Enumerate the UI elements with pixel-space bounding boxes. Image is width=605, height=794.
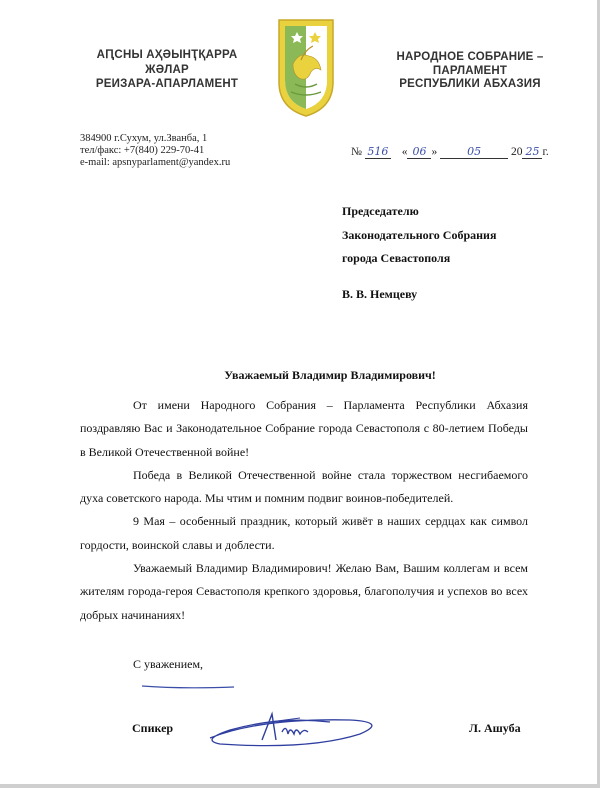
quote-open: « — [401, 146, 408, 158]
header-left-line: АԤСНЫ АҲӘЫНҬҚАРРА — [96, 49, 238, 61]
signer-name: Л. Ашуба — [469, 721, 521, 735]
letter-paragraph: 9 Мая – особенный праздник, который живёт в наших сердцах как символ гордости, воинской славы и доблести. — [80, 514, 528, 552]
coat-of-arms-icon — [275, 16, 337, 118]
number-label: № — [351, 146, 362, 158]
addressee-name: В. В. Немцеву — [342, 287, 418, 301]
registration-day: 06 — [407, 146, 431, 159]
contact-email: e-mail: apsnyparlament@yandex.ru — [80, 157, 231, 168]
signature-icon — [200, 700, 395, 755]
year-unit: г. — [542, 146, 549, 158]
letter-salutation: Уважаемый Владимир Владимирович! — [224, 368, 436, 382]
contact-phone: тел/факс: +7(840) 229-70-41 — [80, 145, 205, 156]
letter-paragraph: Победа в Великой Отечественной войне стала торжеством несгибаемого духа советского народа. Мы чтим и помним подвиг воинов-победителей. — [80, 467, 528, 506]
addressee-line: города Севастополя — [342, 251, 451, 265]
letter-closing: С уважением, — [133, 657, 204, 671]
addressee-block — [342, 200, 496, 271]
contact-address: 384900 г.Сухум, ул.Званба, 1 — [80, 133, 208, 144]
registration-number: 516 — [365, 146, 391, 159]
closing-stroke-icon — [141, 684, 235, 690]
letter-paragraph: От имени Народного Собрания – Парламента Республики Абхазия поздравляю Вас и Законодательное Собрание города Севастополя с 80-летием Победы в Великой Отечественной войне! — [80, 398, 528, 459]
quote-close: » — [431, 146, 438, 158]
registration-line — [351, 146, 549, 159]
registration-month: 05 — [440, 146, 508, 159]
year-prefix: 20 — [510, 146, 523, 158]
header-right-line: НАРОДНОЕ СОБРАНИЕ – — [396, 51, 544, 63]
addressee-line: Председателю — [342, 204, 419, 218]
registration-year: 25 — [522, 146, 542, 159]
header-left-line: ЖӘЛАР — [145, 63, 189, 76]
signer-title: Спикер — [132, 721, 174, 735]
letter-body — [80, 394, 528, 627]
header-right-line: ПАРЛАМЕНТ — [432, 64, 508, 77]
header-abkhaz-title — [92, 48, 242, 92]
letter-paragraph: Уважаемый Владимир Владимирович! Желаю Вам, Вашим коллегам и всем жителям города-героя Севастополя крепкого здоровья, благополучия и успехов во всех добрых начинаниях! — [80, 561, 528, 622]
contact-block — [80, 133, 230, 169]
header-left-line: РЕИЗАРА-АПАРЛАМЕНТ — [95, 78, 239, 90]
header-right-line: РЕСПУБЛИКИ АБХАЗИЯ — [399, 78, 541, 90]
addressee-line: Законодательного Собрания — [342, 227, 497, 242]
header-russian-title — [390, 51, 550, 92]
